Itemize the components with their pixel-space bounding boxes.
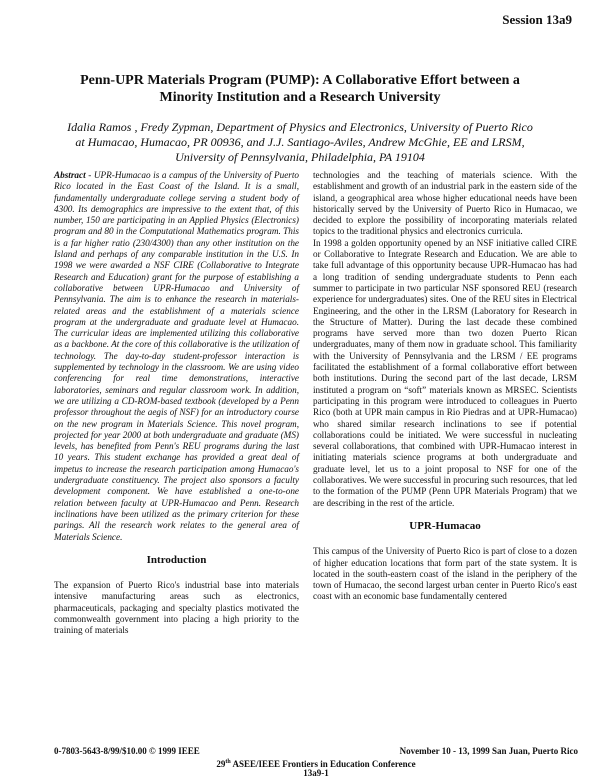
authors-line-1: Idalia Ramos , Fredy Zypman, Department of Physics and Electronics, University of Puerto Rico <box>67 120 533 134</box>
author-block <box>30 120 570 165</box>
conference-ordinal: th <box>225 759 231 765</box>
conference-name: ASEE/IEEE Frontiers in Education Conference <box>230 759 416 769</box>
conference-number: 29 <box>216 759 226 769</box>
left-column <box>54 170 299 637</box>
right-column <box>313 170 577 603</box>
page-number: 13a9-1 <box>303 768 329 778</box>
intro-continued-paragraph: technologies and the teaching of materials science. With the establishment and growth of an industrial park in the eastern side of the island, a geographical area whose higher educational needs have been historically served by the University of Puerto Rico in Humacao, we decided to explore the possibility of incorporating materials related topics to the traditional physics and electronics curricula. <box>313 170 577 237</box>
abstract-label: Abstract <box>54 170 86 180</box>
footer-isbn: 0-7803-5643-8/99/$10.00 © 1999 IEEE <box>54 746 200 756</box>
introduction-heading: Introduction <box>146 553 207 566</box>
abstract-paragraph <box>54 170 299 543</box>
authors-line-3: University of Pennsylvania, Philadelphia, PA 19104 <box>175 150 425 164</box>
session-label: Session 13a9 <box>502 12 572 27</box>
title-line-2: Minority Institution and a Research University <box>159 90 441 105</box>
authors-line-2: at Humacao, Humacao, PR 00936, and J.J. Santiago-Aviles, Andrew McGhie, EE and LRSM, <box>75 135 525 149</box>
footer-dates: November 10 - 13, 1999 San Juan, Puerto Rico <box>399 746 578 756</box>
title-line-1: Penn-UPR Materials Program (PUMP): A Collaborative Effort between a <box>80 73 520 88</box>
cire-paragraph: In 1998 a golden opportunity opened by an NSF initiative called CIRE or Collaborative to Integrate Research and Education. We are able to take full advantage of this opportunity because UPR-Humacao has had a long tradition of sending undergraduate students to Penn each summer to participate in two particular NSF sponsored REU (research experience for undergraduates) sites. One of the REU sites in Electrical Engineering, and the other in the LRSM (Laboratory for Research in the Structure of Matter). During the last decade these combined programs have served more than two dozen Puerto Rican undergraduates, many of them now in graduate school. This familiarity with the University of Pennsylvania and the LRSM / EE programs facilitated the establishment of a formal collaborative effort between both institutions. During the second part of the last decade, LRSM instituted a program on “soft” materials known as MRSEC. Scientists participating in this program were introduced to colleagues in Puerto Rico (both at UPR main campus in Rio Piedras and at UPR-Humacao) who shared similar research inclinations to see if potential collaborations could be initiated. We were successful in nucleating several collaborations, that combined with UPR-Humacao interest in initiating materials science programs at both undergraduate and graduate level, let us to a joint proposal to NSF for one of the collaboratives. We were successful in procuring such resources, that led to the formation of the PUMP (Penn UPR Materials Program) that we are describing in the rest of the article. <box>313 237 577 508</box>
upr-humacao-heading: UPR-Humacao <box>409 519 481 532</box>
paper-title <box>40 72 560 106</box>
introduction-paragraph: The expansion of Puerto Rico's industrial base into materials intensive manufacturing areas such as electronics, pharmaceuticals, packaging and specialty plastics motivated the commonwealth government into placing a high priority to the training of materials <box>54 580 299 636</box>
upr-humacao-paragraph: This campus of the University of Puerto Rico is part of close to a dozen of higher education locations that form part of the state system. It is located in the south-eastern coast of the island in the periphery of the town of Humacao, the second largest urban center in Puerto Rico's east coast with an economic base fundamentally centered <box>313 546 577 602</box>
abstract-text: - UPR-Humacao is a campus of the University of Puerto Rico located in the East Coast of the Island. It is a small, fundamentally undergraduate college serving a student body of 4300. Its demographics are impressive to the extent that, of this number, 150 are participating in an Applied Physics (Electronics) program and 80 in the Computational Mathematics program. This is a far higher ratio (230/4300) than any other institution on the Island and perhaps of any comparable institution in the U.S. In 1998 we were awarded a NSF CIRE (Collaborative to Integrate Research and Education) grant for the purpose of establishing a collaborative between UPR-Humacao and University of Pennsylvania. The aim is to enhance the research in materials-related areas and the establishment of a materials science program at the undergraduate and graduate level at Humacao. The curricular ideas are implemented utilizing this collaborative as a backbone. At the core of this collaborative is the utilization of technology. The day-to-day student-professor interaction is supplemented by technology in the classroom. We are using video conferencing for real time demonstrations, interactive laboratories, seminars and regular classroom work. In addition, we are utilizing a CD-ROM-based textbook (developed by a Penn professor throughout the aegis of NSF) for an introductory course on the new program in Materials Science. This novel program, projected for year 2000 at both undergraduate and graduate (MS) levels, has benefited from Penn's REU programs during the last 10 years. This student exchange has provided a great deal of impetus to increase the research participation among Humacao's undergraduate constituency. The project also sponsors a faculty development component. We have established a one-to-one relation between faculty at UPR-Humacao and Penn. Research inclinations have been utilized as the primary criterion for these parings. All the research work relates to the general area of Materials Science. <box>54 170 299 542</box>
